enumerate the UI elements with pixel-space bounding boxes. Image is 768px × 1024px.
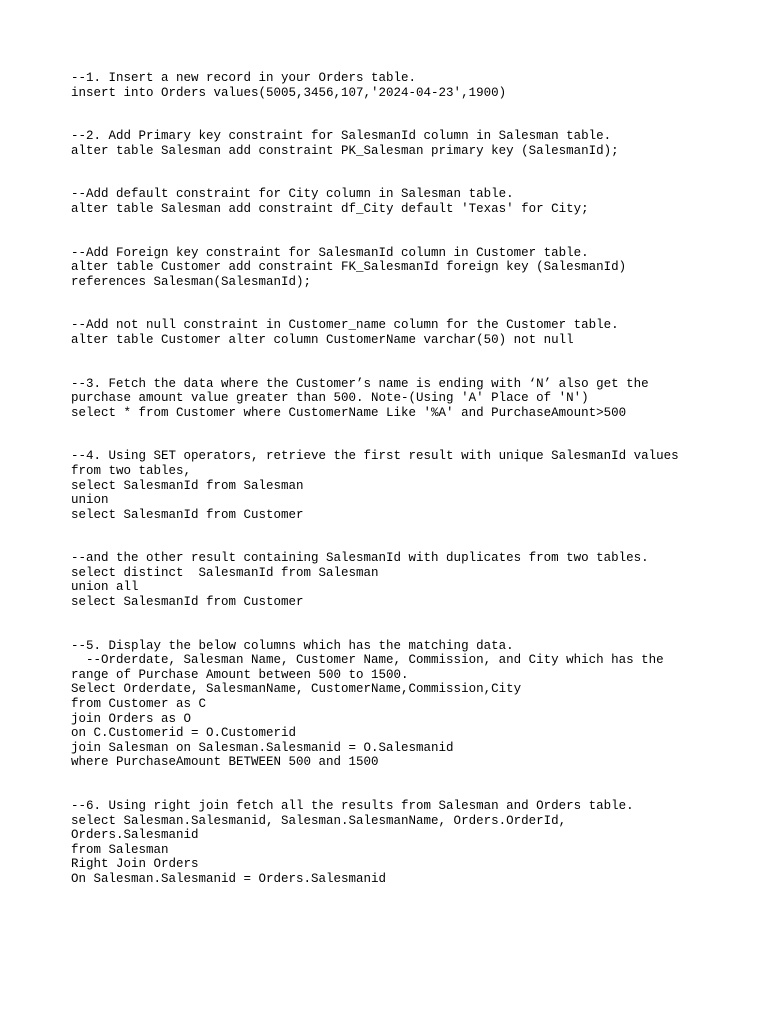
comment-line: --Add Foreign key constraint for SalesmanId column in Customer table. [71, 245, 589, 260]
section-default-constraint [71, 187, 711, 216]
code-line: alter table Salesman add constraint PK_Salesman primary key (SalesmanId); [71, 143, 619, 158]
comment-line: --1. Insert a new record in your Orders table. [71, 71, 417, 85]
code-line: union [71, 493, 109, 508]
section-foreign-key [71, 246, 711, 290]
comment-line: --6. Using right join fetch all the results from Salesman and Orders table. [71, 799, 634, 813]
section-union-all [71, 551, 711, 609]
code-line: join Salesman on Salesman.Salesmanid = O.Salesmanid [71, 740, 454, 755]
code-line: select distinct SalesmanId from Salesman [71, 565, 379, 580]
code-line: alter table Customer add constraint FK_SalesmanId foreign key (SalesmanId) [71, 260, 627, 275]
code-line: select SalesmanId from Salesman [71, 478, 304, 493]
code-line: alter table Salesman add constraint df_City default 'Texas' for City; [71, 201, 589, 216]
section-3-fetch-data [71, 377, 711, 421]
code-line: union all [71, 580, 139, 595]
code-line: select SalesmanId from Customer [71, 507, 304, 522]
code-line: join Orders as O [71, 711, 192, 726]
section-1-insert-record [71, 71, 711, 100]
comment-line: from two tables, [71, 463, 192, 478]
comment-line: --5. Display the below columns which has the matching data. [71, 638, 514, 653]
code-line: from Salesman [71, 842, 169, 857]
comment-line: --and the other result containing SalesmanId with duplicates from two tables. [71, 551, 649, 566]
comment-line: --4. Using SET operators, retrieve the first result with unique SalesmanId values [71, 449, 679, 464]
section-4-set-operators [71, 449, 711, 522]
section-not-null [71, 318, 711, 347]
code-line: select Salesman.Salesmanid, Salesman.SalesmanName, Orders.OrderId, [71, 813, 567, 828]
comment-line: --3. Fetch the data where the Customer’s name is ending with ‘N’ also get the [71, 376, 649, 391]
section-5-matching-data [71, 639, 711, 770]
code-line: On Salesman.Salesmanid = Orders.Salesmanid [71, 871, 387, 886]
code-line: select SalesmanId from Customer [71, 595, 304, 610]
comment-line: --Orderdate, Salesman Name, Customer Name, Commission, and City which has the [71, 653, 664, 668]
comment-line: range of Purchase Amount between 500 to 1500. [71, 667, 409, 682]
code-line: insert into Orders values(5005,3456,107,'2024-04-23',1900) [71, 85, 507, 100]
code-line: from Customer as C [71, 697, 207, 712]
comment-line: --Add default constraint for City column in Salesman table. [71, 187, 514, 202]
sql-document-body [71, 71, 711, 916]
code-line: select * from Customer where CustomerName Like '%A' and PurchaseAmount>500 [71, 405, 627, 420]
code-line: Orders.Salesmanid [71, 828, 199, 843]
section-2-primary-key [71, 129, 711, 158]
code-line: alter table Customer alter column CustomerName varchar(50) not null [71, 332, 574, 347]
code-line: Select Orderdate, SalesmanName, CustomerName,Commission,City [71, 682, 522, 697]
code-line: Right Join Orders [71, 857, 199, 872]
comment-line: --Add not null constraint in Customer_name column for the Customer table. [71, 318, 619, 333]
comment-line: --2. Add Primary key constraint for SalesmanId column in Salesman table. [71, 129, 612, 144]
code-line: references Salesman(SalesmanId); [71, 274, 312, 289]
code-line: on C.Customerid = O.Customerid [71, 726, 297, 741]
code-line: where PurchaseAmount BETWEEN 500 and 1500 [71, 755, 379, 770]
comment-line: purchase amount value greater than 500. Note-(Using 'A' Place of 'N') [71, 391, 589, 406]
section-6-right-join [71, 799, 711, 887]
